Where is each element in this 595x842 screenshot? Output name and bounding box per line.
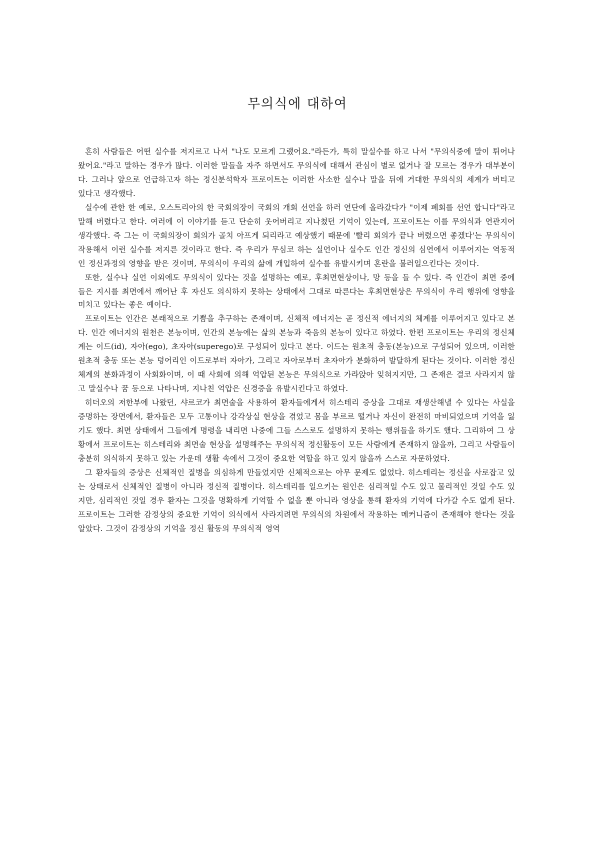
document-body	[78, 145, 515, 536]
paragraph: 히더오의 저한부에 나왔던, 샤르코가 최면술을 사용하여 환자들에게서 히스테리 증상을 그대로 재생산해낼 수 있다는 사실을 증명하는 장면에서, 환자들은 모두 고통이나 강각상실 현상을 겪었고 몸을 부르르 떨거나 자신이 완전히 마비되었으며 기억을 잃기도 했다. 최면 상태에서 그들에게 명령을 내리면 나중에 그들 스스로도 설명하지 못하는 행위들을 하기도 했다. 그리하여 그 상황에서 프로이트는 히스테리와 최면술 현상을 설명해주는 무의식적 정신활동이 모든 사람에게 존재하지 않을까, 그리고 사람들이 충분히 의식하지 못하고 있는 가운데 생활 속에서 그것이 중요한 역할을 하고 있지 않을까 스스로 자문하였다.	[78, 398, 515, 463]
paragraph: 또한, 실수나 실언 이외에도 무의식이 있다는 것을 설명하는 예로, 후최면현상이나, 망 등을 들 수 있다. 즉 인간이 최면 중에 들은 지시를 최면에서 깨어난 후 자신도 의식하지 못하는 상태에서 그대로 따른다는 후최면현상은 무의식이 우리 행위에 영향을 미치고 있다는 좋은 예이다.	[78, 272, 515, 310]
document-title: 무의식에 대하여	[247, 97, 348, 112]
paragraph: 흔히 사람들은 어떤 실수를 저지르고 나서 "나도 모르게 그랬어요."라든가, 특히 말실수를 하고 나서 "무의식중에 말이 튀어나왔어요."라고 말하는 경우가 많다. 이러한 말들을 자주 하면서도 무의식에 대해서 관심이 별로 없거나 잘 모르는 경우가 대부분이다. 그러나 앞으로 언급하고자 하는 정신분석학자 프로이트는 이러한 사소한 실수나 말을 뒤에 거대한 무의식의 세계가 버티고 있다고 생각했다.	[78, 147, 515, 198]
paragraph: 실수에 관한 한 예로, 오스트리아의 한 국회의장이 국회의 개회 선언을 하러 연단에 올라갔다가 "이제 폐회를 선언 합니다"라고 말해 버렸다고 한다. 여러에 이 이야기를 듣고 단순히 웃어버리고 지나쳤던 기억이 있는데, 프로이트는 이를 무의식과 연관지어 생각했다. 즉 그는 이 국회의장이 회의가 골치 아프게 되리라고 예상했기 때문에 '빨리 회의가 끝나 버렸으면 좋겠다'는 무의식이 작용해서 이런 실수를 저지른 것이라고 한다. 즉 우리가 무심코 하는 실언이나 실수도 인간 정신의 심연에서 이루어지는 역동적인 정신과정의 영향을 받은 것이며, 무의식이 우리의 삶에 개입하여 실수를 유발시키며 혼란을 불러일으킨다는 것이다.	[78, 202, 515, 268]
paragraph: 프로이트는 인간은 본래적으로 기쁨을 추구하는 존재이며, 신체적 에너지는 곧 정신적 에너지의 체계를 이루어지고 있다고 본다. 인간 에너지의 원천은 본능이며, 인간의 본능에는 삶의 본능과 죽음의 본능이 있다고 하였다. 한편 프로이트는 우리의 정신체계는 이드(id), 자아(ego), 초자아(superego)로 구성되어 있다고 본다. 이드는 원초적 충동(본능)으로 구성되어 있으며, 이러한 원초적 충동 또는 본능 덩어리인 이드로부터 자아가, 그리고 자아로부터 초자아가 분화하여 발달하게 된다는 것이다. 이러한 정신체계의 분화과정이 사회화이며, 이 때 사회에 의해 억압된 본능은 무의식으로 가라앉아 잊혀지지만, 그 존재은 결코 사라지지 않고 말실수나 꿈 등으로 나타나며, 지나친 억압은 신경증을 유발시킨다고 하였다.	[78, 314, 515, 394]
paragraph: 그 환자들의 증상은 신체적인 질병을 의심하게 만들었지만 신체적으로는 아무 문제도 없었다. 히스테리는 정신을 사로잡고 있는 상태로서 신체적인 질병이 아니라 정신적 질병이다. 히스테리를 일으키는 원인은 심리적일 수도 있고 물리적인 것일 수도 있지만, 심리적인 것일 경우 환자는 그것을 명확하게 기억할 수 없을 뿐 아니라 영상을 통해 환자의 기억에 다가갈 수도 없게 된다. 프로이트는 그러한 감정상의 중요한 기억이 의식에서 사라지려면 무의식의 차원에서 작용하는 메커니즘이 존재해야 한다는 것을 알았다. 그것이 감정상의 기억을 정신 활동의 무의식적 영역	[78, 467, 515, 533]
